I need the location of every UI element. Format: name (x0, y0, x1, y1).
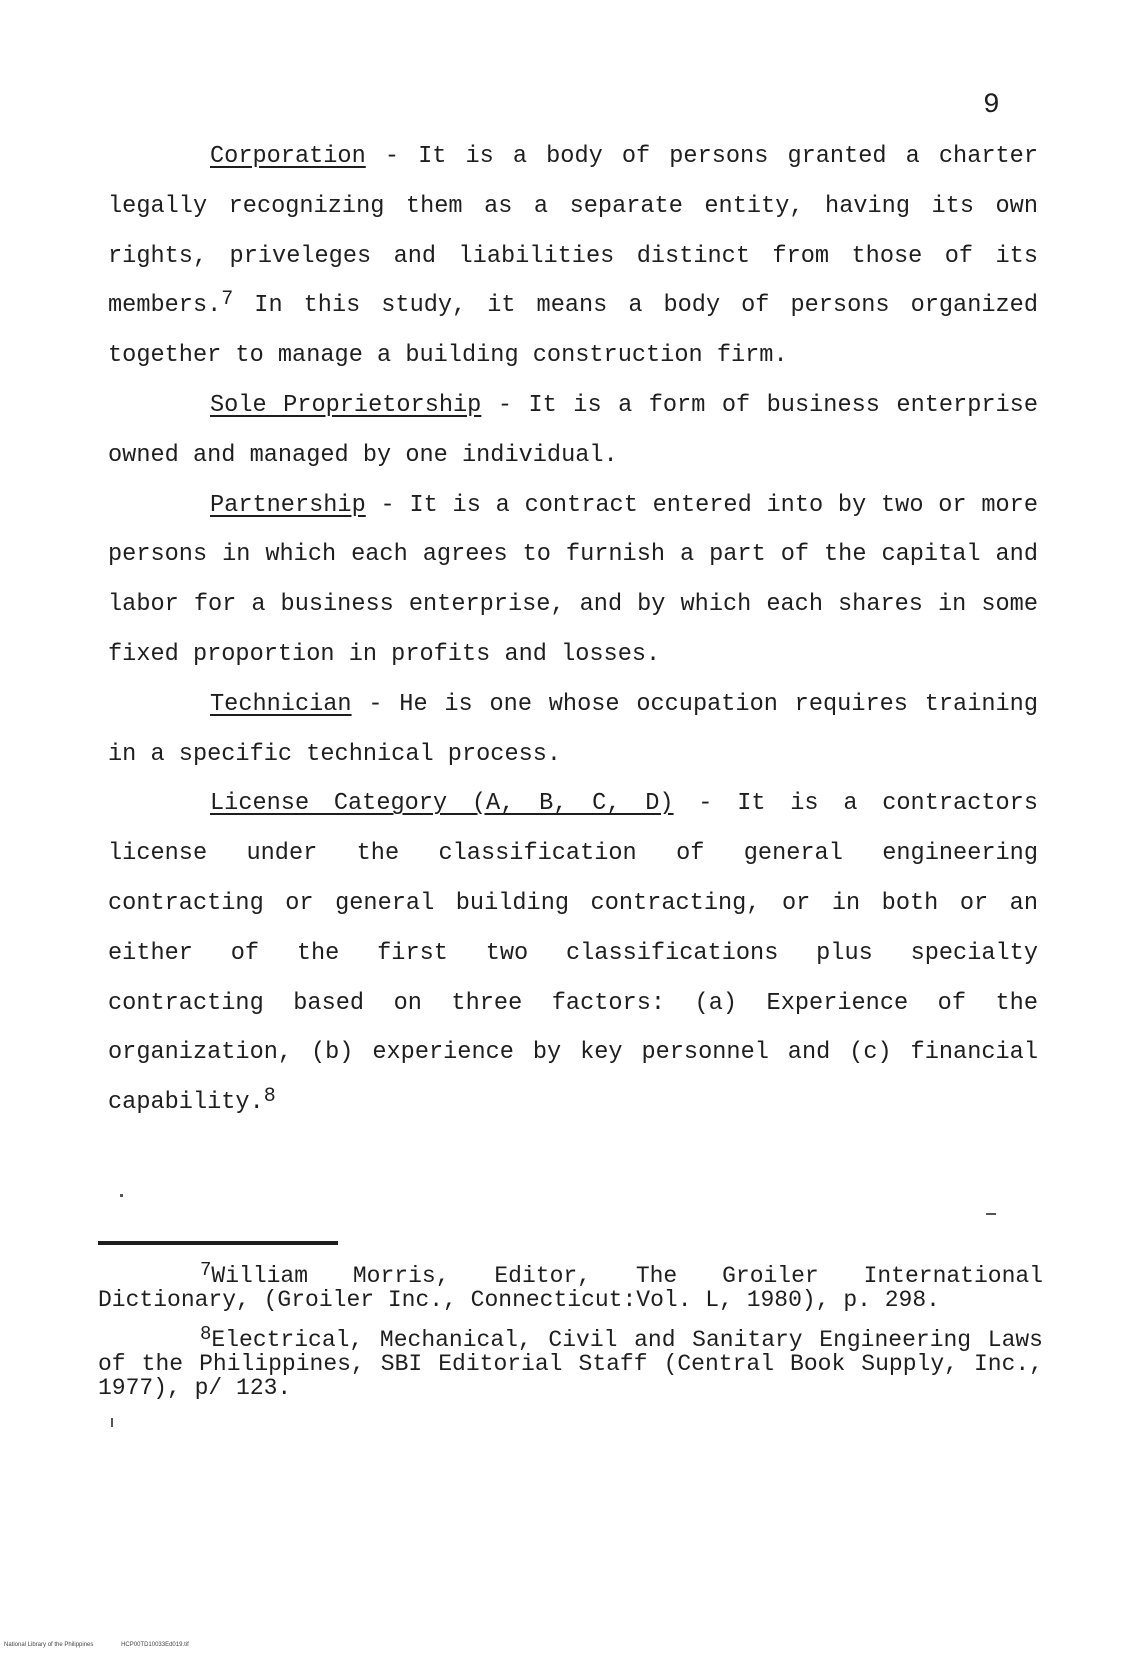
footnote (98, 1259, 1043, 1313)
scan-speck (120, 1194, 123, 1197)
footnote-text: William Morris, Editor, The Groiler International Dictionary, (Groiler Inc., Connecticut:Vol. L, 1980), p. 298. (98, 1263, 1043, 1313)
definition-paragraph (108, 779, 1038, 1128)
footnote (98, 1323, 1043, 1401)
definition-text: - It is a contractors license under the classification of general engineering contracting or general building contracting, or in both or an either of the first two classifications plus specialty contracting based on three factors: (a) Experience of the organization, (b) experience by key personnel and (c) financial capability. (108, 790, 1038, 1117)
scan-speck (986, 1213, 996, 1215)
definition-text: - It is a body of persons granted a charter legally recognizing them as a separate entity, having its own rights, priveleges and liabilities distinct from those of its members. (108, 143, 1038, 320)
footnote-number: 8 (200, 1323, 212, 1346)
definition-paragraph (108, 132, 1038, 381)
definition-term: Technician (210, 690, 352, 718)
footnote-text: Electrical, Mechanical, Civil and Sanitary Engineering Laws of the Philippines, SBI Editorial Staff (Central Book Supply, Inc., 1977), p/ 123. (98, 1327, 1043, 1401)
definition-text: - He is one whose occupation requires training in a specific technical process. (108, 690, 1038, 768)
footnotes (98, 1259, 1043, 1416)
page-number: 9 (983, 90, 1000, 121)
scan-footer (4, 1642, 215, 1648)
footer-file: HCP00TD10033Ed019.tif (121, 1642, 189, 1648)
definition-text: - It is a contract entered into by two or more persons in which each agrees to furnish a part of the capital and labor for a business enterprise, and by which each shares in some fixed proportion in profits and losses. (108, 491, 1038, 668)
definition-text-continued: In this study, it means a body of persons organized together to manage a building construction firm. (108, 292, 1038, 370)
definition-term: Partnership (210, 491, 366, 519)
definition-text: - It is a form of business enterprise owned and managed by one individual. (108, 391, 1038, 469)
footnote-number: 7 (200, 1259, 212, 1282)
definition-paragraph (108, 481, 1038, 680)
definition-paragraph (108, 680, 1038, 780)
footnote-reference: 7 (221, 288, 234, 312)
body-text (108, 132, 1038, 1128)
footnote-reference: 8 (263, 1085, 276, 1109)
footnote-separator (98, 1241, 338, 1245)
definition-term: Sole Proprietorship (210, 391, 482, 419)
definition-term: License Category (A, B, C, D) (210, 790, 674, 818)
definition-paragraph (108, 381, 1038, 481)
footer-library: National Library of the Philippines (4, 1642, 94, 1648)
scan-speck (111, 1418, 113, 1427)
definition-term: Corporation (210, 143, 366, 170)
